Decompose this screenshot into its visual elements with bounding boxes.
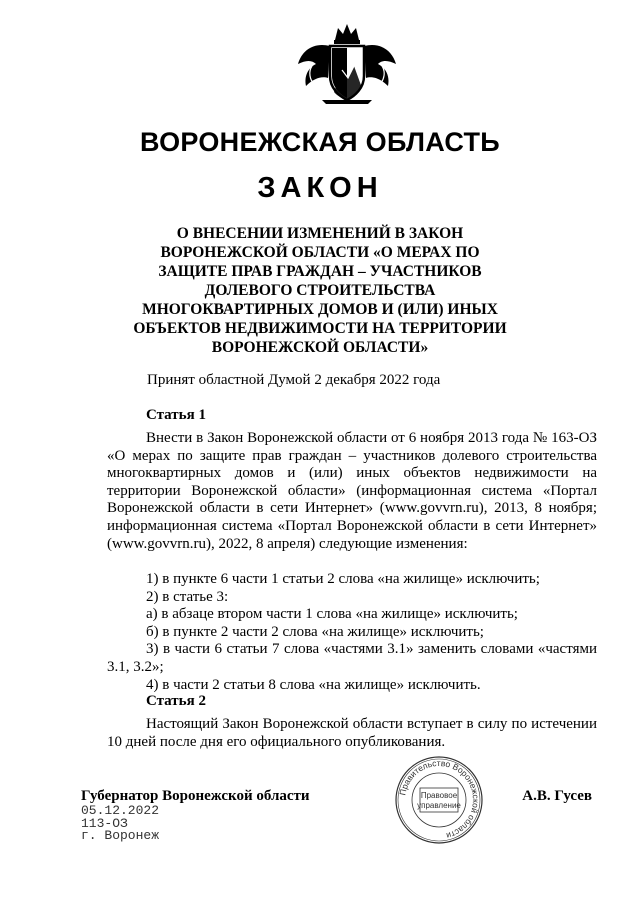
registration-details — [81, 805, 159, 843]
list-item: 2) в статье 3: — [146, 588, 229, 605]
coat-of-arms-icon — [292, 20, 402, 106]
law-title-line: ВОРОНЕЖСКОЙ ОБЛАСТИ» — [211, 339, 429, 356]
document-type-heading: ЗАКОН — [257, 172, 383, 204]
law-number: 113-ОЗ — [81, 815, 128, 831]
adoption-note: Принят областной Думой 2 декабря 2022 года — [147, 372, 441, 388]
stamp-inner-line-2: управление — [417, 801, 461, 810]
list-item: а) в абзаце втором части 1 слова «на жилище» исключить; — [146, 606, 518, 623]
signatory-position: Губернатор Воронежской области — [81, 788, 310, 804]
amendments-list — [107, 571, 597, 694]
article-2-text: Настоящий Закон Воронежской области вступает в силу по истечении 10 дней после дня его официального опубликования. — [107, 716, 597, 750]
article-1-heading: Статья 1 — [146, 407, 206, 423]
stamp-outer-text: Правительство Воронежской области — [397, 757, 482, 842]
list-item: 4) в части 2 статьи 8 слова «на жилище» исключить. — [146, 676, 481, 693]
signing-date: 05.12.2022 — [81, 803, 160, 818]
list-item: 3) в части 6 статьи 7 слова «частями 3.1» заменить словами «частями 3.1, 3.2»; — [107, 641, 597, 675]
law-title-line: ДОЛЕВОГО СТРОИТЕЛЬСТВА — [204, 282, 436, 299]
region-title: ВОРОНЕЖСКАЯ ОБЛАСТЬ — [139, 127, 501, 157]
stamp-inner-line-1: Правовое — [420, 791, 458, 800]
law-title-line: ОБЪЕКТОВ НЕДВИЖИМОСТИ НА ТЕРРИТОРИИ — [133, 320, 507, 337]
article-1-text: Внести в Закон Воронежской области от 6 ноября 2013 года № 163-ОЗ «О мерах по защите прав граждан – участников долевого строительства многоквартирных домов и (или) иных объектов недвижимости на территории Воронежской области» (информационная система «Портал Воронежской области в сети Интернет» (www.govvrn.ru), 2013, 8 ноября; информационная система «Портал Воронежской области в сети Интернет» (www.govvrn.ru), 2022, 8 апреля) следующие изменения: — [107, 430, 597, 552]
list-item: 1) в пункте 6 части 1 статьи 2 слова «на жилище» исключить; — [146, 571, 540, 587]
article-2-heading: Статья 2 — [146, 693, 206, 709]
official-stamp-icon — [393, 754, 485, 846]
signatory-name: А.В. Гусев — [522, 788, 592, 804]
law-title-line: ЗАЩИТЕ ПРАВ ГРАЖДАН – УЧАСТНИКОВ — [158, 263, 482, 280]
law-title-line: МНОГОКВАРТИРНЫХ ДОМОВ И (ИЛИ) ИНЫХ — [142, 301, 498, 318]
signing-place: г. Воронеж — [81, 828, 160, 843]
law-title — [100, 224, 540, 357]
law-title-line: ВОРОНЕЖСКОЙ ОБЛАСТИ «О МЕРАХ ПО — [160, 244, 480, 261]
list-item: б) в пункте 2 части 2 слова «на жилище» исключить; — [146, 623, 484, 640]
law-title-line: О ВНЕСЕНИИ ИЗМЕНЕНИЙ В ЗАКОН — [176, 225, 464, 242]
